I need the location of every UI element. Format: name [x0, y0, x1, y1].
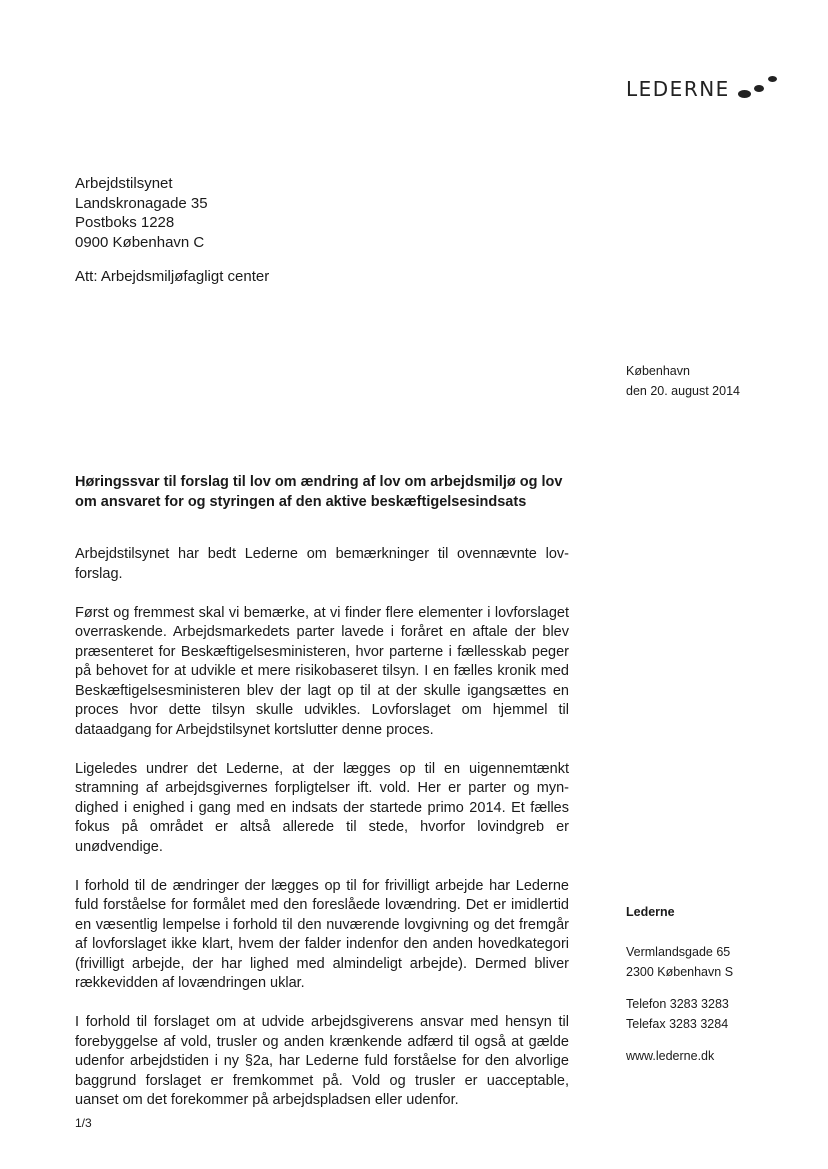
- place-date: [626, 361, 740, 401]
- subject-heading: Høringssvar til forslag til lov om ændring af lov om arbejdsmiljø og lov om ansvaret for og styringen af den aktive beskæftigelsesindsats: [75, 474, 563, 510]
- place: København: [626, 364, 690, 378]
- address-line: 0900 København C: [75, 233, 205, 251]
- body-paragraph: Først og fremmest skal vi bemærke, at vi finder flere elementer i lovforslaget overraskende. Arbejdsmarkedets parter lavede i foråret en aftale der blev præsenteret for Beskæftigelsesministeren, hvor parterne i fællesskab peger på behovet for at udvikle et mere risikobaseret tilsyn. I en fælles kronik med Beskæftigelsesministeren blev der lagt op til at der skulle igangsættes en proces hvor dette tilsyn skulle udvikles. Lovforslaget om hjemmel til dataadgang for Arbejdstilsynet kortslutter denne proces.: [75, 604, 569, 738]
- address-line: Arbejdstilsynet: [75, 175, 173, 192]
- body-paragraph: I forhold til de ændringer der lægges op til for frivilligt arbejde har Lederne fuld forståelse for formålet med den foreslåede lovændring. Det er imidlertid en væsentlig lempelse i forhold til den nuværende lovgivning og det fremgår af lovforslaget ikke klart, hvem der falder indenfor den anden hovedkategori (frivilligt arbejde, der har lighed med almindeligt arbejde). Dermed bliver rækkevidden af lovændringen uklar.: [75, 877, 569, 991]
- sender-name: Lederne: [626, 905, 675, 919]
- letter-body: [75, 545, 569, 1130]
- date: den 20. august 2014: [626, 384, 740, 398]
- page-number: 1/3: [75, 1116, 92, 1130]
- body-paragraph: Ligeledes undrer det Lederne, at der lægges op til en uigennemtænkt stramning af arbejdsgivernes forpligtelser ift. vold. Her er parter og myndighed i enighed i gang med en indsats der startede primo 2014. Et fælles fokus på området er altså allerede til stede, hvorfor lovindgreb er unødvendige.: [75, 760, 569, 855]
- logo-dots-icon: [734, 72, 782, 106]
- address-line: Postboks 1228: [75, 214, 175, 231]
- sender-street: Vermlandsgade 65: [626, 945, 731, 959]
- address-line: Landskronagade 35: [75, 194, 208, 212]
- recipient-address: [75, 174, 208, 252]
- lederne-logo: [626, 72, 782, 106]
- logo-text: LEDERNE: [626, 77, 730, 101]
- sender-city: 2300 København S: [626, 965, 734, 979]
- sender-address: [626, 942, 733, 982]
- sender-sidebar: [626, 902, 733, 1066]
- sender-phone: Telefon 3283 3283: [626, 997, 729, 1011]
- attention-line: Att: Arbejdsmiljøfagligt center: [75, 268, 270, 285]
- body-paragraph: I forhold til forslaget om at udvide arbejdsgiverens ansvar med hensyn til forebyggelse af vold, trusler og anden krænkende adfærd til også at gælde udenfor arbejdstiden i ny §2a, har Lederne fuld forståelse for den alvorlige baggrund forslaget er fremkommet på. Vold og trusler er uacceptable, uanset om det forekommer på arbejdspladsen eller udenfor.: [75, 1014, 569, 1108]
- body-paragraph: Arbejdstilsynet har bedt Lederne om bemærkninger til ovennævnte lovforslag.: [75, 546, 569, 582]
- sender-fax: Telefax 3283 3284: [626, 1017, 729, 1031]
- sender-contact: [626, 994, 733, 1034]
- sender-website: www.lederne.dk: [626, 1049, 715, 1063]
